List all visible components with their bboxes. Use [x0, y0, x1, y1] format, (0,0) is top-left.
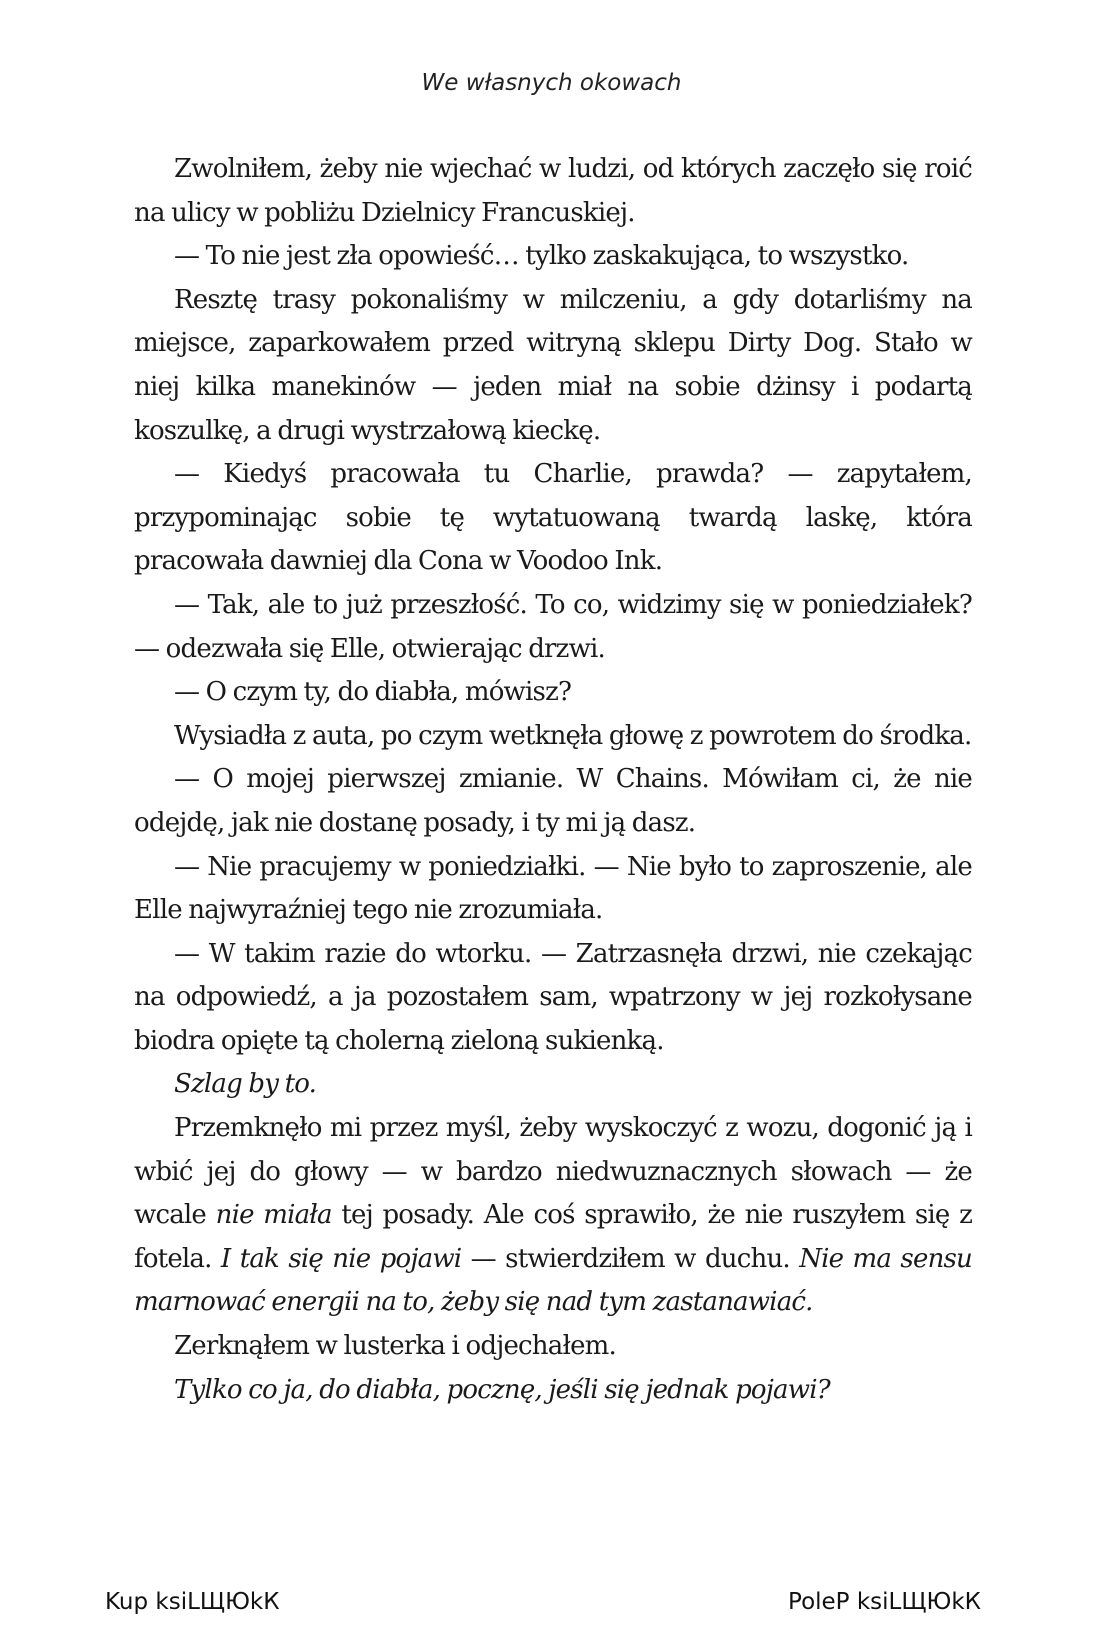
- paragraph: [134, 235, 972, 279]
- italic-text: Nie ma sensu marnować energii na to, żeby się nad tym zastanawiać.: [134, 1243, 972, 1318]
- paragraph-text: — stwierdziłem w duchu.: [461, 1243, 800, 1274]
- paragraph: [134, 758, 972, 845]
- paragraph-text: Resztę trasy pokonaliśmy w milczeniu, a gdy dotarliśmy na miejsce, zaparkowałem przed witryną sklepu Dirty Dog. Stało w niej kilka manekinów — jeden miał na sobie dżinsy i podartą koszulkę, a drugi wystrzałową kieckę.: [134, 284, 972, 446]
- italic-text: Szlag by to.: [174, 1069, 317, 1100]
- running-title: We własnych okowach: [421, 70, 682, 96]
- italic-text: nie miała: [215, 1200, 332, 1231]
- paragraph-text: — Tak, ale to już przeszłość. To co, widzimy się w poniedziałek? — odezwała się Elle, otwierając drzwi.: [134, 589, 972, 664]
- paragraph: [134, 148, 972, 235]
- paragraph: [134, 1063, 972, 1107]
- buy-book-link[interactable]: Kup ksiLЩЮkК: [105, 1589, 280, 1615]
- paragraph-text: Zwolniłem, żeby nie wjechać w ludzi, od których zaczęło się roić na ulicy w pobliżu Dzielnicy Francuskiej.: [134, 154, 972, 228]
- paragraph-text: — Kiedyś pracowała tu Charlie, prawda? — zapytałem, przypominając sobie tę wytatuowaną twardą laskę, która pracowała dawniej dla Cona w Voodoo Ink.: [134, 459, 972, 577]
- paragraph-text: — Nie pracujemy w poniedziałki. — Nie było to zaproszenie, ale Elle najwyraźniej tego nie zrozumiała.: [134, 851, 972, 926]
- paragraph-text: — O mojej pierwszej zmianie. W Chains. Mówiłam ci, że nie odejdę, jak nie dostanę posady, i ty mi ją dasz.: [134, 764, 972, 838]
- paragraph-text: Wysiadła z auta, po czym wetknęła głowę z powrotem do środka.: [174, 720, 972, 751]
- paragraph: [134, 453, 972, 584]
- paragraph: [134, 1107, 972, 1325]
- paragraph: [134, 1325, 972, 1369]
- paragraph-text: — To nie jest zła opowieść… tylko zaskakująca, to wszystko.: [174, 241, 909, 272]
- paragraph: [134, 933, 972, 1064]
- italic-text: I tak się nie pojawi: [220, 1243, 462, 1274]
- paragraph-text: tej posady. Ale coś sprawiło, że nie ruszyłem się z fotela.: [134, 1200, 973, 1274]
- paragraph: [134, 846, 972, 933]
- paragraph: [134, 584, 972, 671]
- paragraph: [134, 671, 972, 715]
- recommend-book-link[interactable]: PoleР ksiLЩЮkК: [788, 1589, 981, 1615]
- paragraph-text: — O czym ty, do diabła, mówisz?: [174, 677, 572, 708]
- paragraph: [134, 715, 972, 759]
- italic-text: Tylko co ja, do diabła, pocznę, jeśli się jednak pojawi?: [174, 1374, 830, 1405]
- paragraph: [134, 1369, 972, 1413]
- paragraph-text: Przemknęło mi przez myśl, żeby wyskoczyć z wozu, dogonić ją i wbić jej do głowy — w bardzo niedwuznacznych słowach — że wcale: [134, 1113, 972, 1231]
- paragraph-text: Zerknąłem w lusterka i odjechałem.: [174, 1331, 616, 1362]
- paragraph-text: — W takim razie do wtorku. — Zatrzasnęła drzwi, nie czekając na odpowiedź, a ja pozostałem sam, wpatrzony w jej rozkołysane biodra opięte tą cholerną zieloną sukienką.: [134, 938, 972, 1056]
- body-text: [134, 148, 972, 1412]
- paragraph: [134, 279, 972, 453]
